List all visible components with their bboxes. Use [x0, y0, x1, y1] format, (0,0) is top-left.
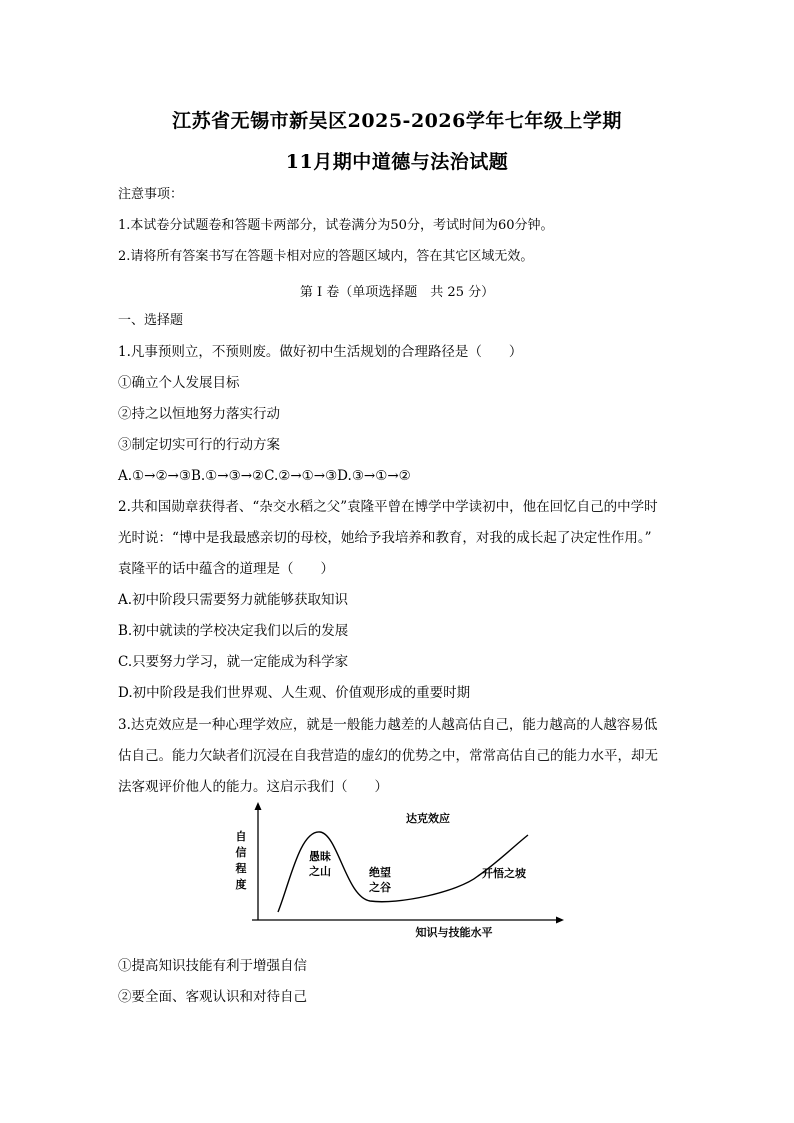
question-1-stem: 1.凡事预则立，不预则废。做好初中生活规划的合理路径是（ ） — [118, 344, 523, 360]
exam-title-line1: 江苏省无锡市新吴区2025-2026学年七年级上学期 — [172, 110, 622, 132]
notice-item-1: 1.本试卷分试题卷和答题卡两部分，试卷满分为50分，考试时间为60分钟。 — [118, 218, 554, 233]
exam-title-line2: 11月期中道德与法治试题 — [285, 151, 509, 173]
question-2-option-c: C.只要努力学习，就一定能成为科学家 — [118, 654, 349, 670]
question-1 — [118, 337, 678, 492]
annotation-peak-label: 愚昧之山 — [309, 850, 331, 878]
question-2 — [118, 492, 678, 709]
notice-item-2: 2.请将所有答案书写在答题卡相对应的答题区域内，答在其它区域无效。 — [118, 249, 534, 264]
question-3-stem: 3.达克效应是一种心理学效应，就是一般能力越差的人越高估自己，能力越高的人越容易低 — [118, 717, 658, 733]
notice-heading: 注意事项： — [118, 187, 184, 202]
question-2-option-a: A.初中阶段只需要努力就能够获取知识 — [118, 592, 349, 608]
question-1-item: ②持之以恒地努力落实行动 — [118, 406, 280, 422]
question-2-stem: 2.共和国勋章获得者、“杂交水稻之父”袁隆平曾在博学中学读初中，他在回忆自己的中学时 — [118, 499, 658, 515]
question-3 — [118, 710, 678, 803]
y-axis-label: 自信程度 — [235, 830, 247, 891]
y-axis-arrow-icon — [255, 802, 262, 810]
question-2-option-d: D.初中阶段是我们世界观、人生观、价值观形成的重要时期 — [118, 685, 471, 701]
question-1-options: A.①→②→③B.①→③→②C.②→①→③D.③→①→② — [118, 468, 411, 484]
x-axis-arrow-icon — [556, 917, 564, 924]
annotation-valley-label: 绝望之谷 — [369, 866, 391, 894]
question-1-item: ③制定切实可行的行动方案 — [118, 437, 280, 453]
question-2-option-b: B.初中就读的学校决定我们以后的发展 — [118, 623, 349, 639]
question-2-stem: 光时说：“博中是我最感亲切的母校，她给予我培养和教育，对我的成长起了决定性作用。” — [118, 530, 652, 546]
volume-heading: 第 I 卷（单项选择题 共 25 分） — [299, 285, 495, 300]
chart-title: 达克效应 — [406, 812, 450, 825]
section-heading: 一、选择题 — [118, 313, 184, 328]
question-3-item-2: ②要全面、客观认识和对待自己 — [118, 989, 307, 1005]
question-3-item-1: ①提高知识技能有利于增强自信 — [118, 958, 307, 974]
question-2-stem: 袁隆平的话中蕴含的道理是（ ） — [118, 561, 334, 577]
x-axis-label: 知识与技能水平 — [415, 926, 493, 939]
dunning-kruger-chart — [228, 802, 568, 942]
question-3-stem: 估自己。能力欠缺者们沉浸在自我营造的虚幻的优势之中，常常高估自己的能力水平，却无 — [118, 748, 658, 764]
question-3-stem: 法客观评价他人的能力。这启示我们（ ） — [118, 779, 388, 795]
question-1-item: ①确立个人发展目标 — [118, 375, 240, 391]
annotation-slope-label: 开悟之坡 — [482, 867, 526, 880]
